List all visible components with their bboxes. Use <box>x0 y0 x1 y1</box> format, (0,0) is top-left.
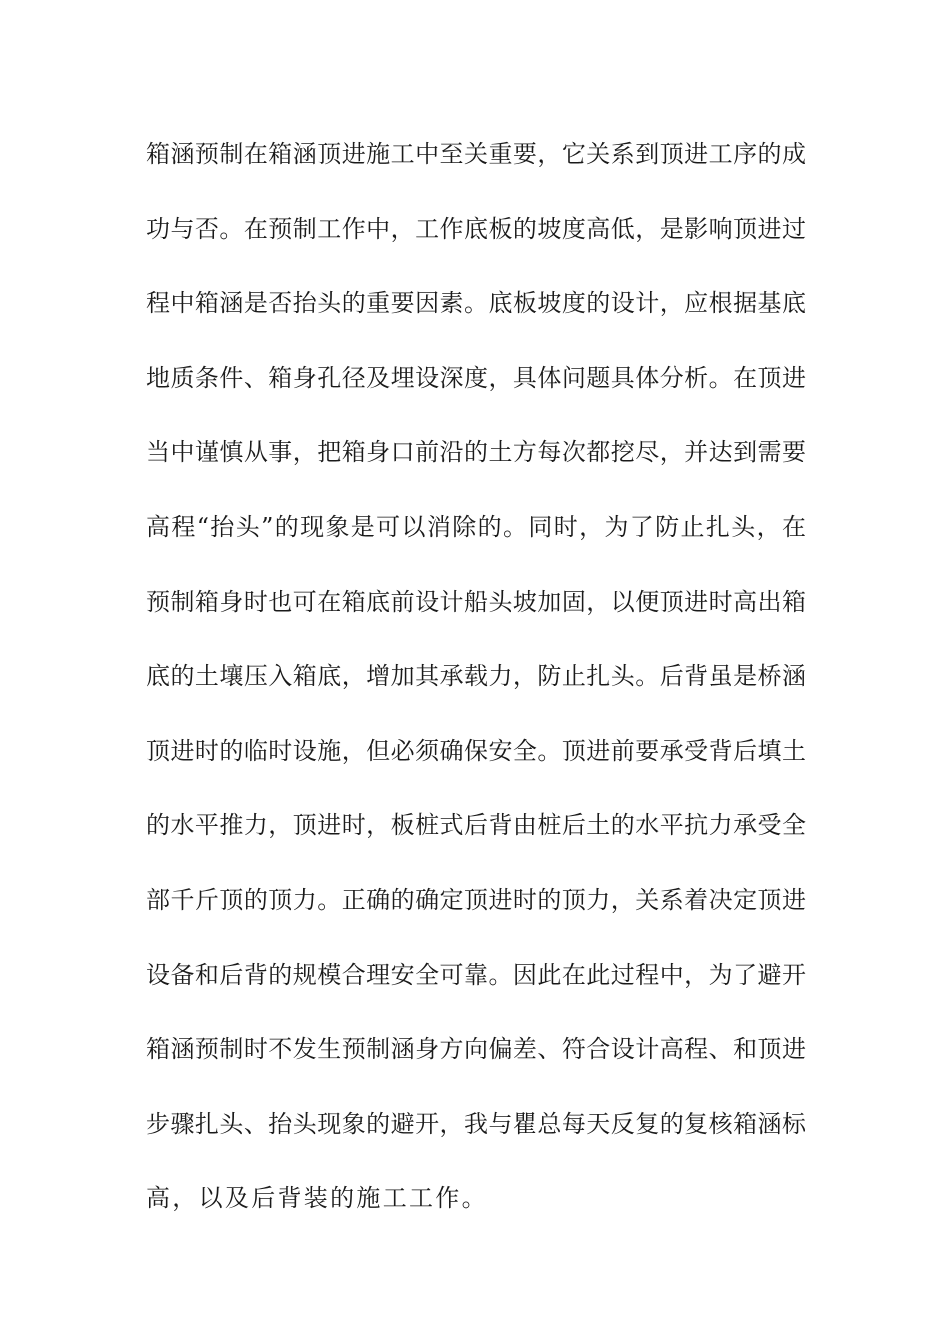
paragraph-line-13: 箱涵预制时不发生预制涵身方向偏差、符合设计高程、和顶进 <box>146 1035 806 1064</box>
paragraph-line-11: 部千斤顶的顶力。正确的确定顶进时的顶力，关系着决定顶进 <box>146 885 806 914</box>
paragraph-line-15: 高，以及后背装的施工工作。 <box>146 1184 488 1213</box>
paragraph-line-6: 高程“抬头”的现象是可以消除的。同时，为了防止扎头，在 <box>146 512 806 541</box>
paragraph-line-10: 的水平推力，顶进时，板桩式后背由桩后土的水平抗力承受全 <box>146 811 806 840</box>
body-paragraph <box>146 132 806 1251</box>
paragraph-line-8: 底的土壤压入箱底，增加其承载力，防止扎头。后背虽是桥涵 <box>146 662 806 691</box>
paragraph-line-7: 预制箱身时也可在箱底前设计船头坡加固，以便顶进时高出箱 <box>146 587 806 616</box>
paragraph-line-2: 功与否。在预制工作中，工作底板的坡度高低，是影响顶进过 <box>146 214 806 243</box>
paragraph-line-5: 当中谨慎从事，把箱身口前沿的土方每次都挖尽，并达到需要 <box>146 438 806 467</box>
paragraph-line-4: 地质条件、箱身孔径及埋设深度，具体问题具体分析。在顶进 <box>146 363 806 392</box>
paragraph-line-1: 箱涵预制在箱涵顶进施工中至关重要，它关系到顶进工序的成 <box>146 140 806 168</box>
paragraph-line-3: 程中箱涵是否抬头的重要因素。底板坡度的设计，应根据基底 <box>146 289 806 318</box>
paragraph-line-12: 设备和后背的规模合理安全可靠。因此在此过程中，为了避开 <box>146 960 806 989</box>
paragraph-line-9: 顶进时的临时设施，但必须确保安全。顶进前要承受背后填土 <box>146 736 806 765</box>
paragraph-line-14: 步骤扎头、抬头现象的避开，我与瞿总每天反复的复核箱涵标 <box>146 1109 806 1138</box>
